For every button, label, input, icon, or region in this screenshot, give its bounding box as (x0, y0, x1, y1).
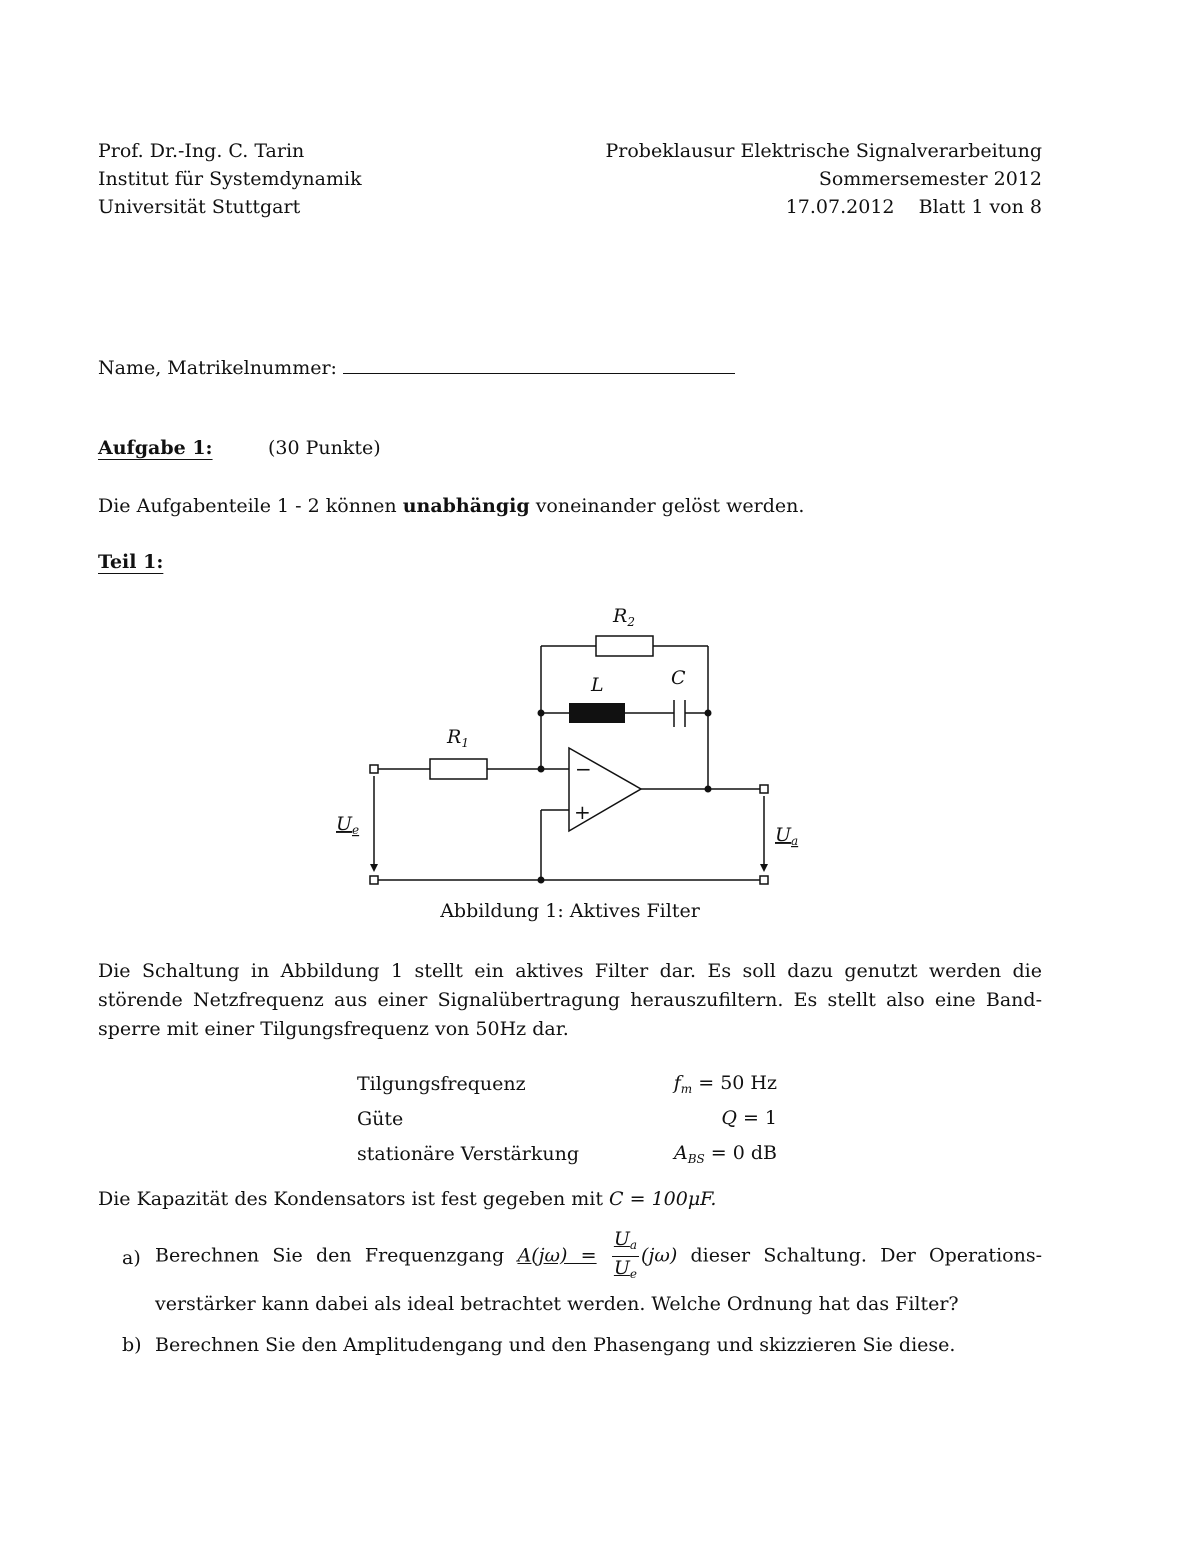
header-author: Prof. Dr.-Ing. C. Tarin (98, 140, 305, 162)
name-field (98, 354, 735, 379)
label-r1: $R_1$ (447, 726, 469, 750)
header-exam-title: Probeklausur Elektrische Signalverarbeitung (605, 140, 1042, 162)
item-a-label: a) (122, 1247, 141, 1269)
capacitor-statement: Die Kapazität des Kondensators ist fest gegeben mit C = 100μF. (98, 1188, 717, 1210)
name-input-line[interactable] (343, 354, 735, 374)
label-r2: $R_2$ (613, 605, 635, 629)
item-b-label: b) (122, 1334, 142, 1356)
task-title-text: Aufgabe 1: (98, 437, 213, 459)
capacitor-formula: C = 100μF. (609, 1188, 717, 1210)
header-institute: Institut für Systemdynamik (98, 168, 362, 190)
inductor-l (569, 703, 625, 723)
arrow-ue-head (370, 864, 378, 872)
header-semester: Sommersemester 2012 (818, 168, 1042, 190)
label-ua: $U_a$ (775, 824, 799, 848)
node (538, 877, 545, 884)
node (538, 710, 545, 717)
label-minus: − (575, 757, 592, 781)
frequency-response-symbol: A(jω) = (517, 1244, 597, 1267)
task-points: (30 Punkte) (268, 437, 381, 459)
node (705, 710, 712, 717)
header-date-page: 17.07.2012 Blatt 1 von 8 (785, 196, 1042, 218)
parameter-table (357, 1066, 777, 1171)
intro-text: Die Aufgabenteile 1 - 2 können unabhängig voneinander gelöst werden. (98, 495, 805, 517)
resistor-r2 (596, 636, 653, 656)
terminal-in-gnd (370, 876, 378, 884)
description-paragraph: Die Schaltung in Abbildung 1 stellt ein aktives Filter dar. Es soll dazu genutzt werden die störende Netzfrequenz aus einer Signalübertragung herauszufiltern. Es stellt also eine Band-sperre mit einer Tilgungsfrequenz von 50Hz dar. (98, 960, 1042, 1040)
label-c: C (671, 667, 686, 689)
task-title (98, 437, 213, 459)
terminal-in (370, 765, 378, 773)
figure-caption: Abbildung 1: Aktives Filter (440, 900, 700, 922)
label-plus: + (574, 800, 591, 824)
node (538, 766, 545, 773)
item-a-text: Berechnen Sie den Frequenzgang A(jω) = $\frac{U_a}{U_e}$ (jω) dieser Schaltung. Der Operations-verstärker kann dabei als ideal betrachtet werden. Welche Ordnung hat das Filter? (155, 1228, 1042, 1315)
terminal-out (760, 785, 768, 793)
circuit-diagram (0, 595, 1200, 895)
terminal-out-gnd (760, 876, 768, 884)
parameter-row: Güte Q = 1 (357, 1106, 777, 1130)
label-l: L (591, 674, 604, 696)
arrow-ua-head (760, 864, 768, 872)
name-field-label: Name, Matrikelnummer: (98, 357, 337, 379)
parameter-row: stationäre Verstärkung $A_{BS} = 0$ dB (357, 1141, 777, 1166)
transfer-fraction: $\frac{U_a}{U_e}$ (613, 1228, 638, 1281)
resistor-r1 (430, 759, 487, 779)
part-title: Teil 1: (98, 551, 164, 573)
intro-bold: unabhängig (402, 495, 530, 517)
header-university: Universität Stuttgart (98, 196, 301, 218)
item-b-text: Berechnen Sie den Amplitudengang und den Phasengang und skizzieren Sie diese. (155, 1334, 956, 1356)
label-ue: $U_e$ (336, 813, 360, 837)
node (705, 786, 712, 793)
parameter-row: Tilgungsfrequenz $f_m = 50$ Hz (357, 1071, 777, 1096)
